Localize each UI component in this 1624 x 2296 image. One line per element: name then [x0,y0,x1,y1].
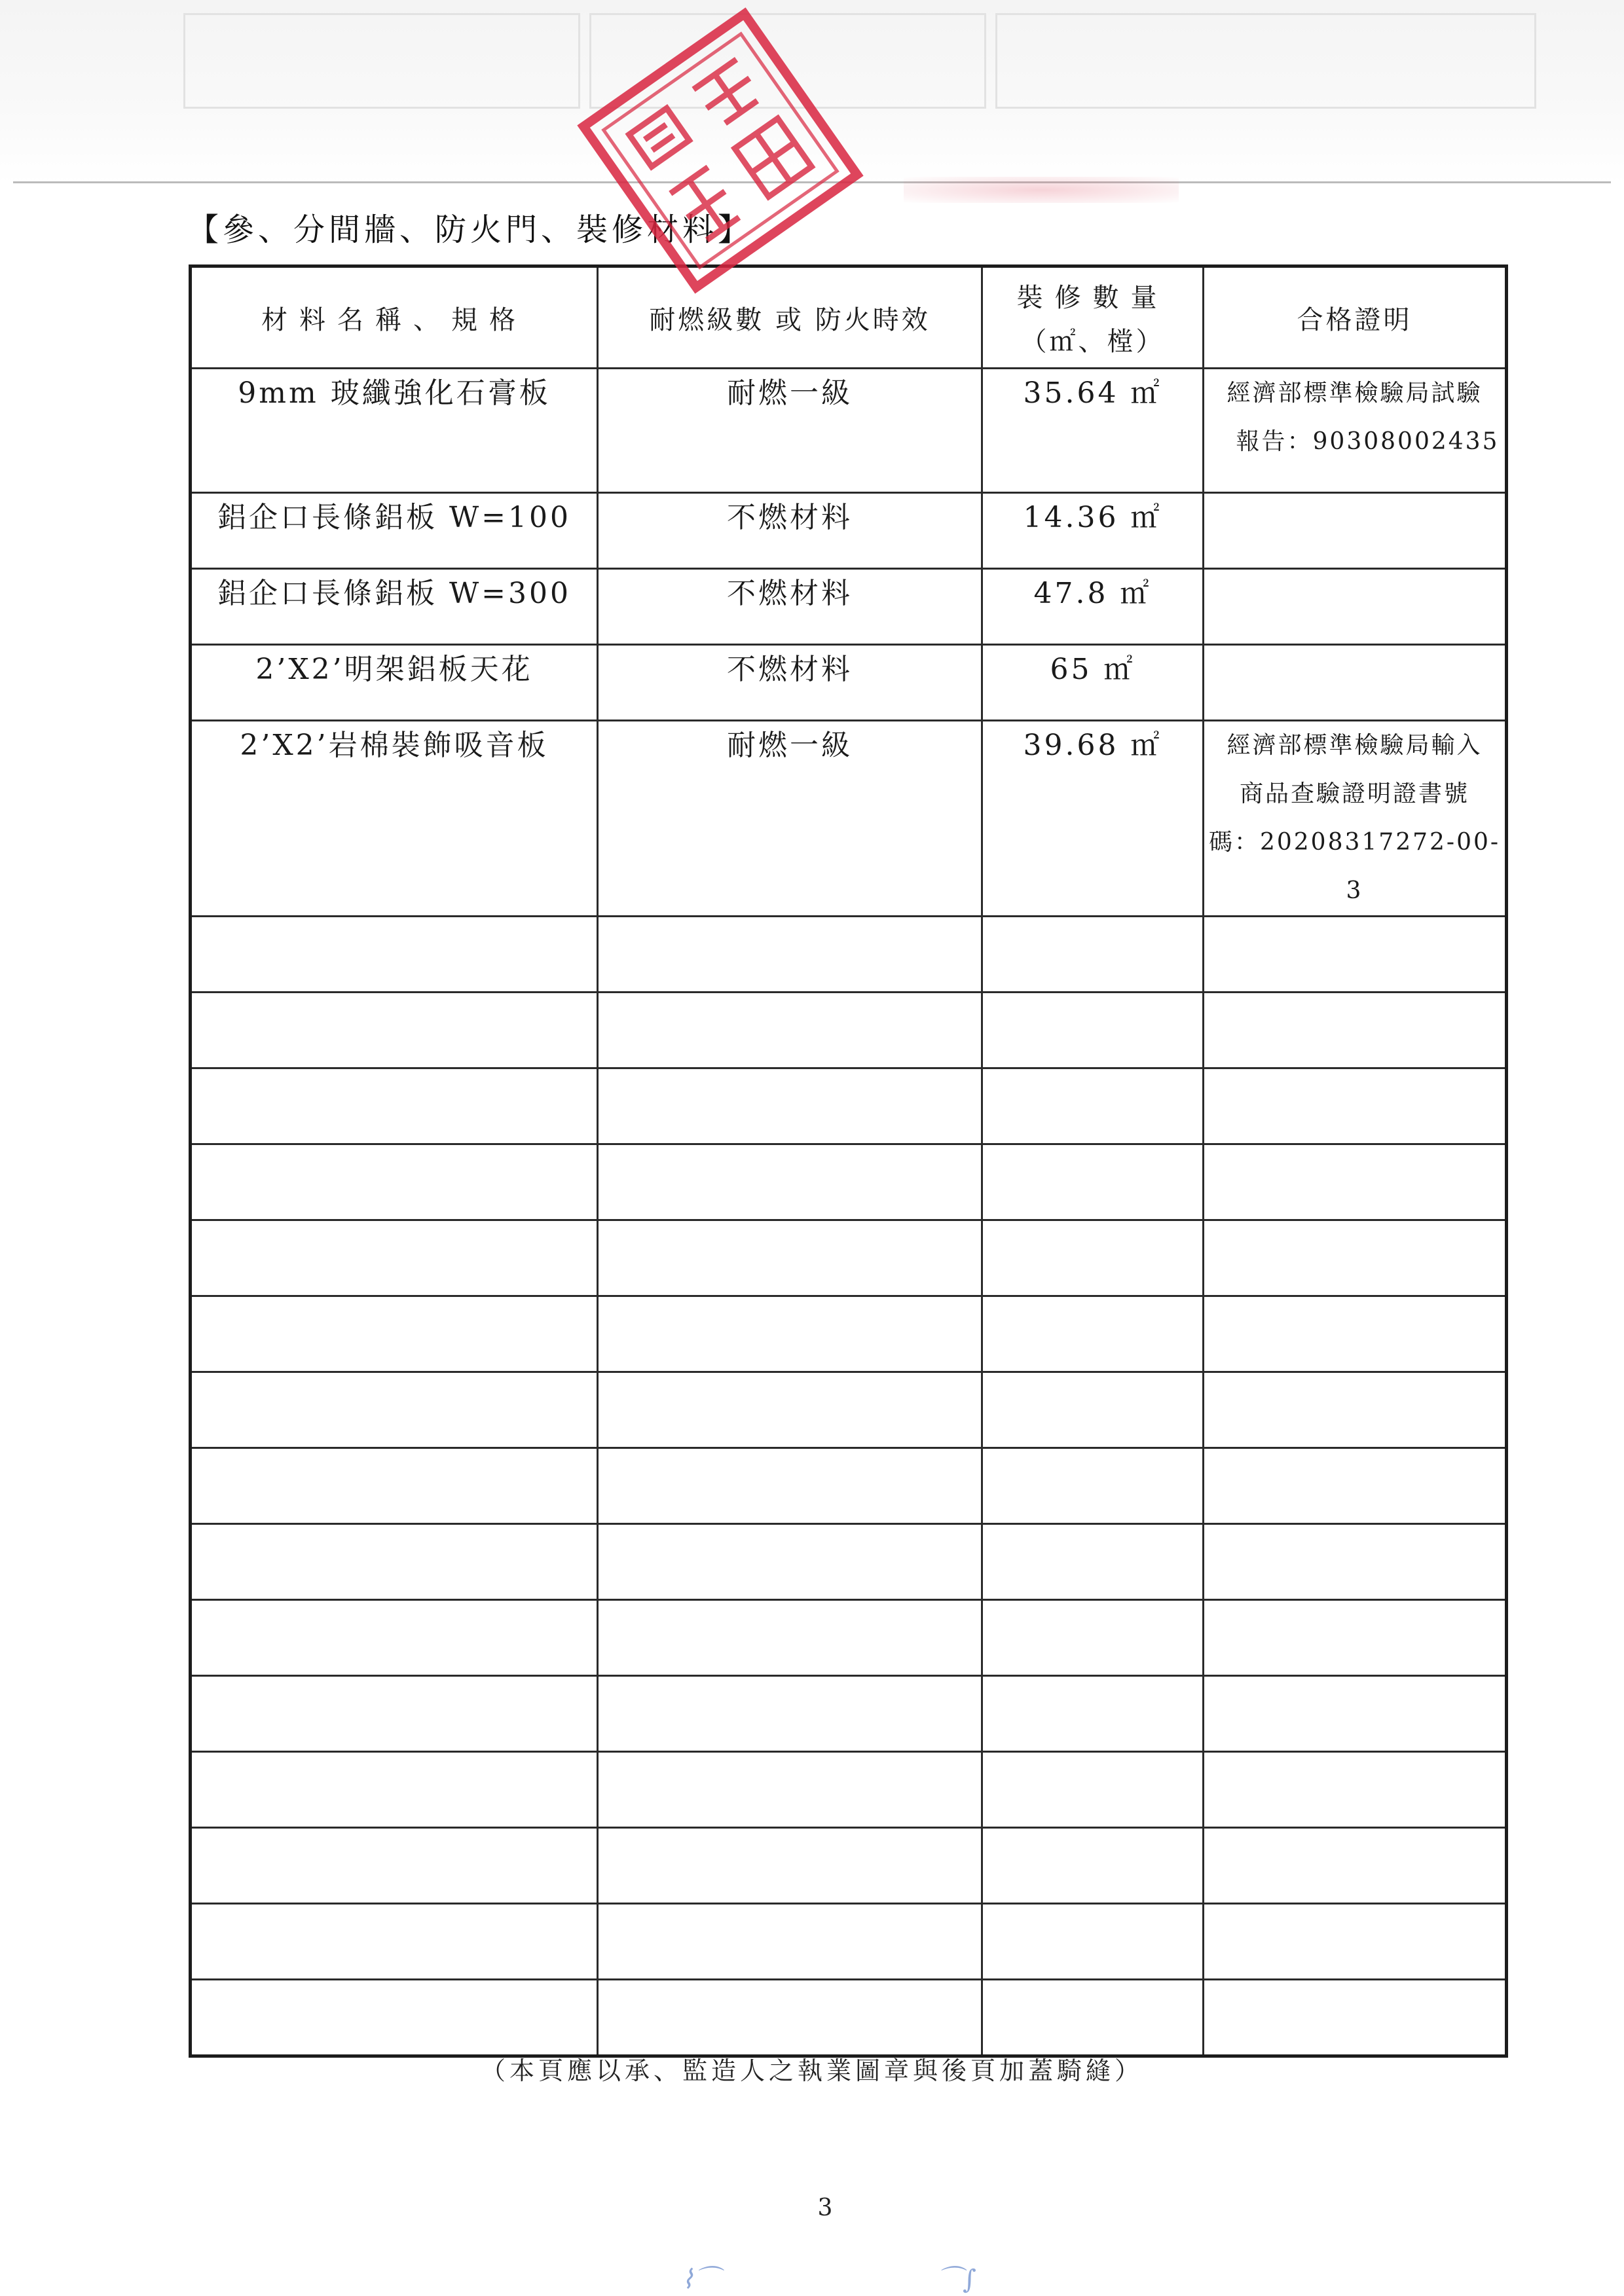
blank-cell [191,1980,598,2056]
blank-cell [598,993,982,1068]
blank-cell [598,1904,982,1980]
blank-table-row [191,1372,1507,1448]
cell-certificate [1204,721,1507,917]
cell-material-name: 9mm 玻纖強化石膏板 [191,369,598,493]
blank-table-row [191,1828,1507,1904]
blank-cell [598,1296,982,1372]
blank-table-row [191,1296,1507,1372]
cert-line: 商品查驗證明證書號 [1239,780,1469,807]
blank-table-row [191,1980,1507,2056]
blank-cell [982,917,1204,993]
cert-line: 報告：90308002435 [1236,428,1500,455]
blank-cell [191,993,598,1068]
blank-cell [1204,1980,1507,2056]
cell-material-name: 2’X2’明架鋁板天花 [191,645,598,721]
blue-ink-mark-left: ⌇⌒ [681,2265,720,2295]
blank-cell [982,1296,1204,1372]
blank-cell [1204,1448,1507,1524]
blank-cell [1204,1904,1507,1980]
blank-cell [598,1828,982,1904]
blank-cell [598,1600,982,1676]
cert-line: 碼：20208317272-00-3 [1208,829,1501,904]
blank-cell [191,1828,598,1904]
blank-cell [598,1524,982,1600]
blank-table-row [191,1752,1507,1828]
cell-quantity: 65 ㎡ [982,645,1204,721]
header-quantity-label: 裝修數量 [1016,283,1169,313]
blank-table-row [191,1144,1507,1220]
blank-cell [191,1448,598,1524]
blank-cell [982,993,1204,1068]
blank-cell [191,1296,598,1372]
blank-cell [191,1068,598,1144]
cell-quantity: 14.36 ㎡ [982,493,1204,569]
table-row [191,721,1507,917]
table-header-row [191,266,1507,369]
cell-quantity: 35.64 ㎡ [982,369,1204,493]
page-number: 3 [817,2195,833,2221]
blank-cell [191,1600,598,1676]
blank-cell [191,1220,598,1296]
blank-cell [191,1144,598,1220]
cert-line: 經濟部標準檢驗局輸入 [1227,732,1483,759]
blank-cell [598,1676,982,1752]
blank-cell [1204,1372,1507,1448]
table-row [191,369,1507,493]
blank-cell [982,1524,1204,1600]
ghost-box-right [995,13,1536,109]
blank-cell [982,1068,1204,1144]
blank-cell [982,1980,1204,2056]
cell-certificate [1204,569,1507,645]
blank-cell [982,1828,1204,1904]
blank-cell [1204,993,1507,1068]
blank-cell [598,1980,982,2056]
blank-cell [191,1676,598,1752]
blank-cell [191,917,598,993]
section-title: 【參、分間牆、防火門、裝修材料】 [187,211,754,248]
blank-cell [598,1144,982,1220]
blank-cell [1204,1752,1507,1828]
blank-cell [982,1144,1204,1220]
blank-table-row [191,1220,1507,1296]
table-row [191,645,1507,721]
cell-quantity: 39.68 ㎡ [982,721,1204,917]
blank-cell [982,1752,1204,1828]
ghost-box-left [183,13,580,109]
blank-cell [598,1448,982,1524]
blank-cell [982,1372,1204,1448]
blank-table-row [191,1600,1507,1676]
cell-fire-grade: 耐燃一級 [598,721,982,917]
blank-cell [598,917,982,993]
cell-fire-grade: 耐燃一級 [598,369,982,493]
header-fire-grade: 耐燃級數 或 防火時效 [598,266,982,369]
blank-cell [191,1524,598,1600]
cell-material-name: 鋁企口長條鋁板 W=300 [191,569,598,645]
blank-table-row [191,1524,1507,1600]
blank-cell [598,1220,982,1296]
blank-cell [1204,1828,1507,1904]
blank-cell [1204,1220,1507,1296]
materials-table [189,264,1508,2058]
blank-cell [982,1600,1204,1676]
blank-cell [1204,1600,1507,1676]
cell-fire-grade: 不燃材料 [598,493,982,569]
blank-cell [191,1752,598,1828]
blank-cell [1204,1068,1507,1144]
header-material-name: 材料名稱、規格 [191,266,598,369]
footer-note: （本頁應以承、監造人之執業圖章與後頁加蓋騎縫） [480,2056,1143,2085]
cell-material-name: 鋁企口長條鋁板 W=100 [191,493,598,569]
blank-cell [1204,917,1507,993]
table-row [191,569,1507,645]
cell-fire-grade: 不燃材料 [598,569,982,645]
header-certificate: 合格證明 [1204,266,1507,369]
blank-table-row [191,1676,1507,1752]
cert-line: 經濟部標準檢驗局試驗 [1227,380,1483,407]
blank-cell [598,1068,982,1144]
cell-certificate [1204,369,1507,493]
blank-cell [1204,1144,1507,1220]
header-quantity [982,266,1204,369]
cell-material-name: 2’X2’岩棉裝飾吸音板 [191,721,598,917]
table-row [191,493,1507,569]
blank-table-row [191,1448,1507,1524]
blank-cell [1204,1296,1507,1372]
blank-cell [598,1752,982,1828]
blank-cell [191,1372,598,1448]
cell-fire-grade: 不燃材料 [598,645,982,721]
blank-cell [1204,1676,1507,1752]
blank-cell [598,1372,982,1448]
blank-table-row [191,993,1507,1068]
blue-ink-mark-right: ⌒∫ [936,2265,976,2295]
cell-quantity: 47.8 ㎡ [982,569,1204,645]
blank-cell [982,1676,1204,1752]
blank-cell [982,1220,1204,1296]
blank-cell [982,1904,1204,1980]
cell-certificate [1204,645,1507,721]
cell-certificate [1204,493,1507,569]
blank-rows [191,917,1507,2056]
blank-cell [982,1448,1204,1524]
blank-cell [191,1904,598,1980]
header-quantity-unit: （㎡、樘） [1020,327,1165,357]
blank-table-row [191,1068,1507,1144]
blank-table-row [191,917,1507,993]
blank-cell [1204,1524,1507,1600]
blank-table-row [191,1904,1507,1980]
stamp-smudge [904,177,1179,203]
